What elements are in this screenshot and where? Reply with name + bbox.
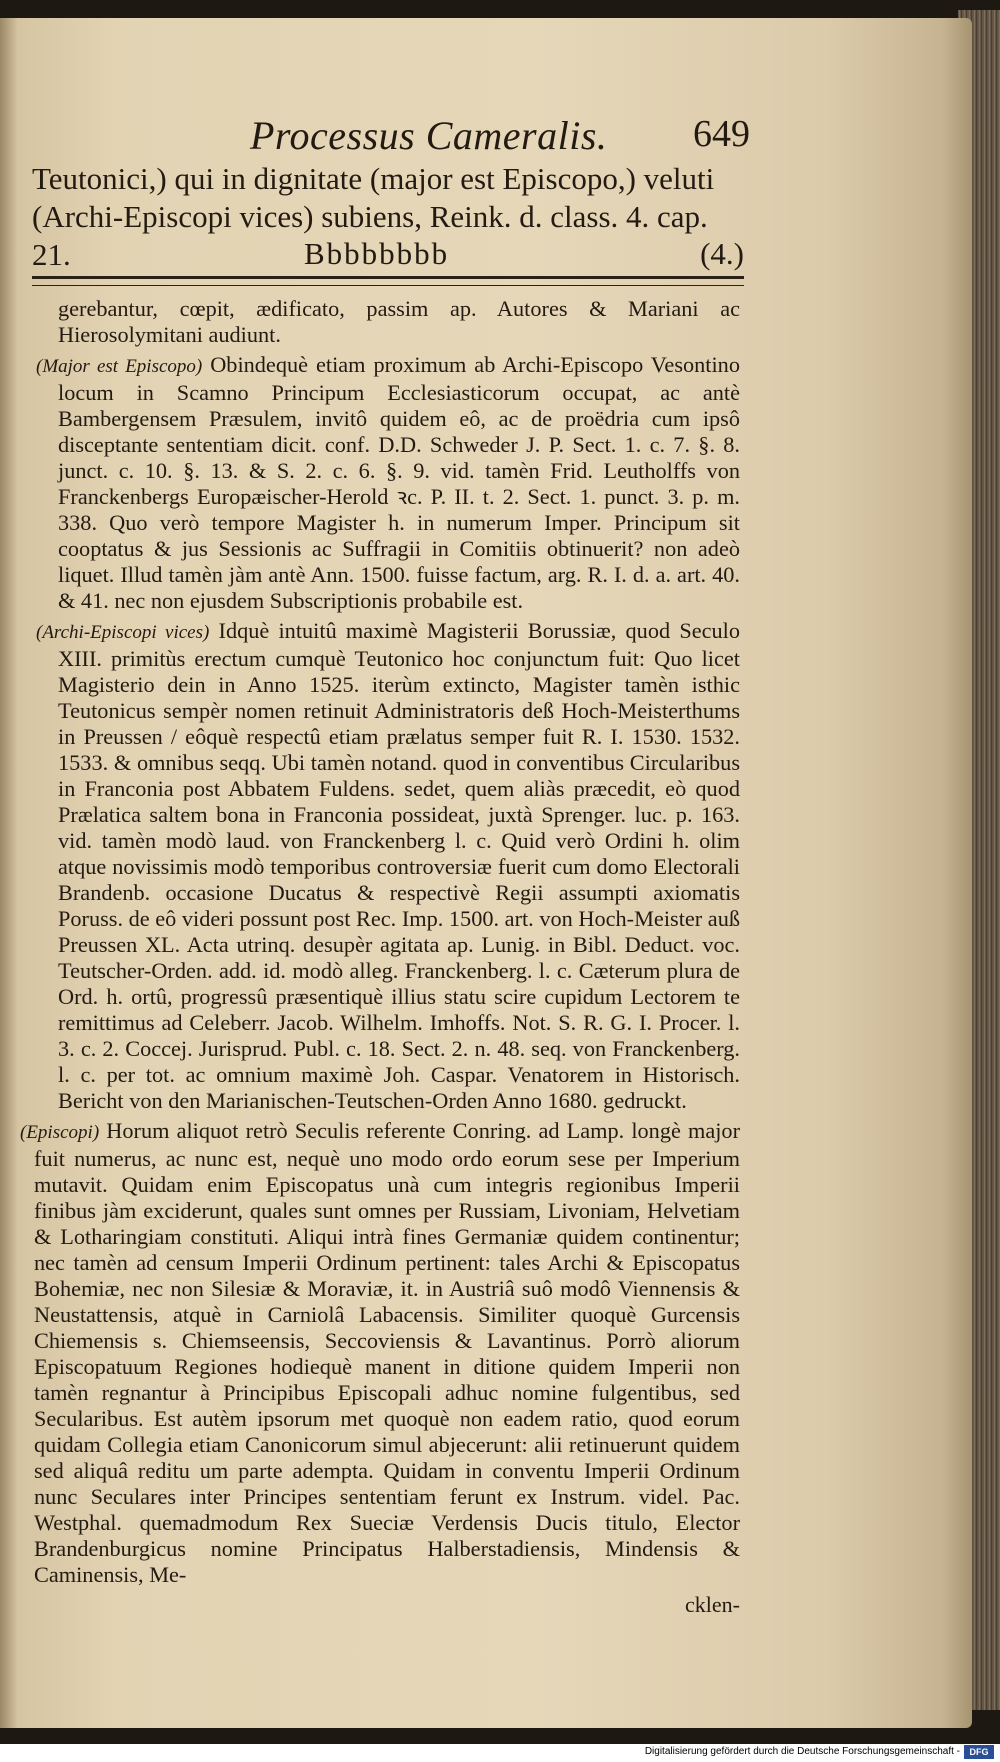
page-header [250,112,750,158]
dfg-logo: DFG [964,1745,994,1759]
note-archi-episcopi-vices [10,618,740,1114]
running-title: Processus Cameralis. [250,113,608,158]
note-major-est-episcopo [10,352,740,614]
header-rule [32,276,744,286]
catchword-row [10,1592,740,1622]
paragraph-continuation [10,296,740,348]
page-body [10,296,740,1622]
digitization-credit: Digitalisierung gefördert durch die Deutsche Forschungsgemeinschaft - [644,1746,960,1757]
paragraph-text: gerebantur, cœpit, ædificato, passim ap. Autores & Mariani ac Hierosolymitani audiunt. [58,296,740,347]
note-text: Horum aliquot retrò Seculis referente Conring. ad Lamp. longè major fuit numerus, ac nunc est, nequè uno modo ordo eorum sese per Imperium mutavit. Quidam enim Episcopatus unà cum integris regionibus Imperii finibus jàm exciderunt, quales sunt omnes per Russiam, Livoniam, Helvetiam & Lotharingiam constituti. Aliqui intrà fines Germaniæ quidem continentur; nec tamèn ad censum Imperii Ordinum pertinent: tales Archi & Episcopatus Bohemiæ, nec non Silesiæ & Moraviæ, it. in Austriâ suô modô Viennensis & Neustattensis, atquè in Carniolâ Labacensis. Similiter quoquè Gurcensis Chiemensis s. Chiemseensis, Seccoviensis & Lavantinus. Porrò aliorum Episcopatuum Regiones hodiequè manent in ditione quidem Imperii non tamèn regnantur à Principibus Episcopali adhuc nomine fulgentibus, sed Secularibus. Est autèm ipsorum met quoquè non eadem ratio, quod eorum quidam Collegia etiam Canonicorum simul abjecerunt: alii retinuerunt quidem sed aliquâ reditu um parte adempta. Quidam in conventu Imperii Ordinum nunc Seculares inter Principes sententiam ferunt ex Instrum. videl. Pac. Westphal. quemadmodum Rex Sueciæ Verdensis Ducis titulo, Elector Brandenburgicus nomine Principatus Halberstadiensis, Mindensis & Caminensis, Me- [34,1118,740,1587]
signature-mark: Bbbbbbbb [304,236,450,271]
signature-number: (4.) [700,236,744,271]
note-lemma: (Major est Episcopo) [36,356,203,377]
catchline: Teutonici,) qui in dignitate (major est Episcopo,) veluti (Archi-Episcopi vices) subiens, Reink. d. class. 4. cap. 21. [32,161,715,272]
note-text: Obindequè etiam proximum ab Archi-Episcopo Vesontino locum in Scamno Principum Ecclesiasticorum occupat, ac antè Bambergensem Præsulem, invitô quidem eô, ac de proëdria cum ipsô disceptante sententiam dicit. conf. D.D. Schweder J. P. Sect. 1. c. 7. §. 8. junct. c. 10. §. 13. & S. 2. c. 6. §. 9. vid. tamèn Frid. Leutholffs von Franckenbergs Europæischer-Herold ꝛc. P. II. t. 2. Sect. 1. punct. 3. p. m. 338. Quo verò tempore Magister h. in numerum Imper. Principum sit cooptatus & jus Sessionis ac Suffragii in Comitiis obtinuerit? non adeò liquet. Illud tamèn jàm antè Ann. 1500. fuisse factum, arg. R. I. d. a. art. 40. & 41. nec non ejusdem Subscriptionis probabile est. [58,352,740,613]
note-lemma: (Episcopi) [20,1122,100,1143]
signature-line [32,236,744,274]
note-text: Idquè intuitû maximè Magisterii Borussiæ, quod Seculo XIII. primitùs erectum cumquè Teutonico hoc conjunctum fuit: Quo licet Magisterio dein in Anno 1525. iterùm extincto, Magister tamèn isthic Teutonicus sempèr nomen retinuit Administratoris deß Hoch-Meisterthums in Preussen / eôquè respectû etiam prælatus semper fuit R. I. 1530. 1532. 1533. & omnibus seqq. Ubi tamèn notand. quod in conventibus Circularibus in Franconia post Abbatem Fuldens. sedet, quem aliàs præcedit, eò quod Prælatica saltem bona in Franconia possideat, juxtà Sprenger. luc. p. 163. vid. tamèn modò laud. von Franckenberg l. c. Quid verò Ordini h. olim atque novissimis modò temporibus controversiæ fuerit cum domo Electorali Brandenb. occasione Ducatus & respectivè Regii assumpti axiomatis Poruss. de eô videri possunt post Rec. Imp. 1500. art. von Hoch-Meister auß Preussen XL. Acta utrinq. desupèr agitata ap. Lunig. in Bibl. Deduct. voc. Teutscher-Orden. add. id. modò alleg. Franckenberg. l. c. Cæterum plura de Ord. h. ortû, progressû præsentiquè illius statu scire cupidum Lectorem te remittimus ad Celeberr. Jacob. Wilhelm. Imhoffs. Not. S. R. G. I. Procer. l. 3. c. 2. Coccej. Jurisprud. Publ. c. 18. Sect. 2. n. 48. seq. von Franckenberg. l. c. per tot. ac omnium maximè Joh. Caspar. Venatorem in Historisch. Bericht von den Marianischen-Teutschen-Orden Anno 1680. gedruckt. [58,618,741,1113]
catchword: cklen- [685,1592,740,1617]
note-lemma: (Archi-Episcopi vices) [36,622,210,643]
note-episcopi [10,1118,740,1588]
page-number: 649 [693,113,750,155]
